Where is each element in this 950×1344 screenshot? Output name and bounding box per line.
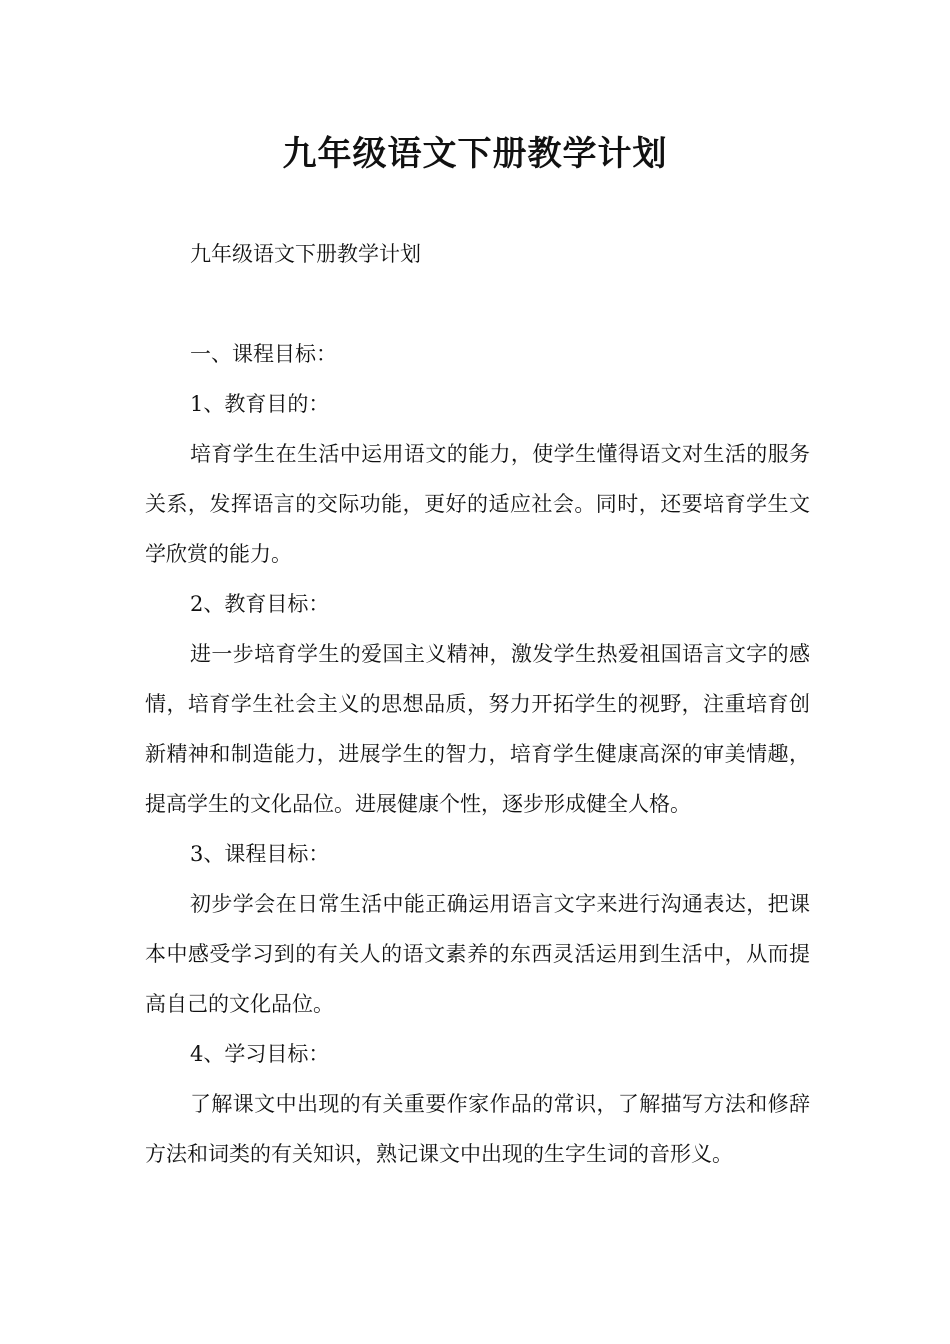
paragraph-learning-goals: 了解课文中出现的有关重要作家作品的常识，了解描写方法和修辞方法和词类的有关知识，熟记课文中出现的生字生词的音形义。 bbox=[145, 1092, 810, 1166]
subheading-course-goals: 3、课程目标： bbox=[190, 842, 330, 866]
blank-line bbox=[145, 279, 810, 329]
document-body bbox=[145, 229, 810, 1179]
section-heading-course-goals: 一、课程目标： bbox=[190, 342, 337, 366]
subheading-education-goals: 2、教育目标： bbox=[190, 592, 330, 616]
paragraph-education-goals: 进一步培育学生的爱国主义精神，激发学生热爱祖国语言文字的感情，培育学生社会主义的思想品质，努力开拓学生的视野，注重培育创新精神和制造能力，进展学生的智力，培育学生健康高深的审美情趣，提高学生的文化品位。进展健康个性，逐步形成健全人格。 bbox=[145, 642, 810, 816]
paragraph-education-purpose: 培育学生在生活中运用语文的能力，使学生懂得语文对生活的服务关系，发挥语言的交际功能，更好的适应社会。同时，还要培育学生文学欣赏的能力。 bbox=[145, 442, 810, 566]
paragraph-course-goals: 初步学会在日常生活中能正确运用语言文字来进行沟通表达，把课本中感受学习到的有关人的语文素养的东西灵活运用到生活中，从而提高自己的文化品位。 bbox=[145, 892, 810, 1016]
document-subtitle: 九年级语文下册教学计划 bbox=[190, 242, 421, 266]
document-title: 九年级语文下册教学计划 bbox=[282, 134, 668, 174]
subheading-learning-goals: 4、学习目标： bbox=[190, 1042, 330, 1066]
subheading-education-purpose: 1、教育目的： bbox=[190, 392, 330, 416]
